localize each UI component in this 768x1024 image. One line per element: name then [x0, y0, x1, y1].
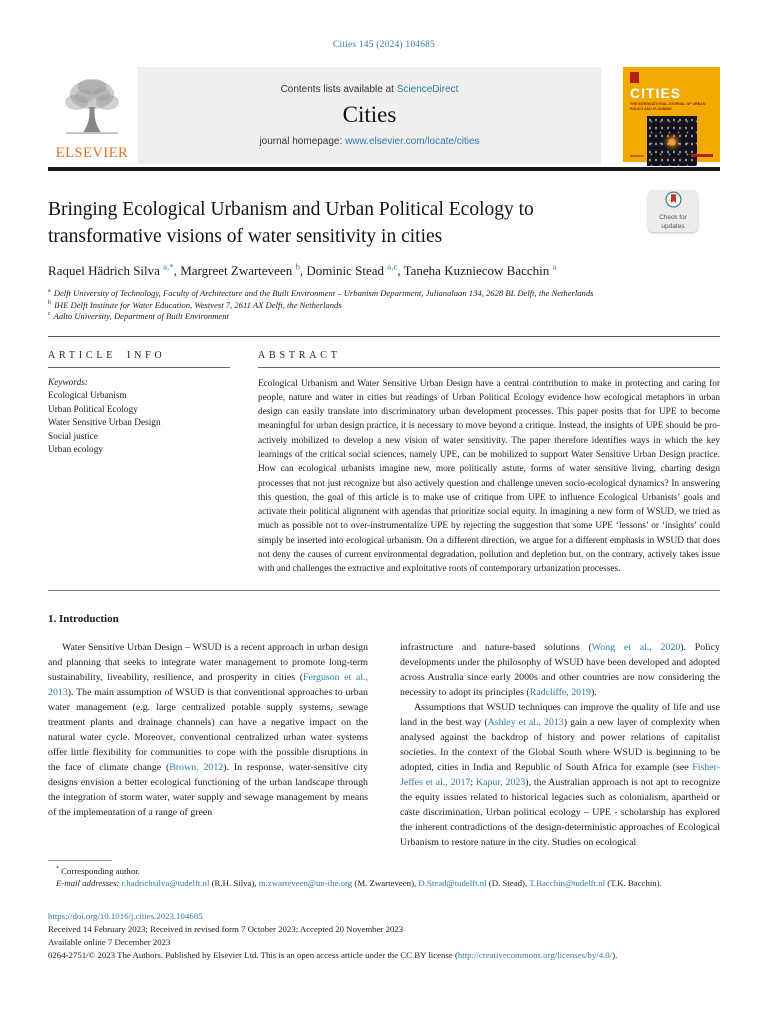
inline-link[interactable]: D.Stead@tudelft.nl: [418, 878, 487, 888]
inline-link[interactable]: T.Bacchin@tudelft.nl: [529, 878, 606, 888]
title-row: [48, 196, 720, 250]
keyword-item: Urban Political Ecology: [48, 404, 138, 415]
keywords-label: Keywords:: [48, 377, 88, 388]
elsevier-tree-icon: [63, 75, 121, 144]
text-segment: (M. Zwarteveen),: [352, 878, 419, 888]
check-updates-icon: [665, 191, 682, 213]
masthead: [48, 67, 720, 164]
contents-prefix: Contents lists available at: [280, 84, 397, 95]
text-segment: IHE Delft Institute for Water Education, Westvest 7, 2611 AX Delft, the Netherlands: [51, 299, 342, 310]
keywords-block: [48, 377, 230, 458]
cover-map-image: [647, 116, 697, 166]
journal-cover[interactable]: [623, 67, 720, 162]
text-segment: *: [56, 866, 59, 873]
cover-footer-accent2: [630, 155, 644, 157]
inline-link[interactable]: http://creativecommons.org/licenses/by/4.0/: [457, 950, 613, 960]
homepage-line: [259, 136, 479, 147]
paragraph: [400, 640, 720, 700]
copyright-line: [48, 949, 720, 961]
text-segment: Water Sensitive Urban Design – WSUD is a recent approach in urban design and planning that seeks to integrate water management to promote long-term sustainability, liveability, resilience, and prosperity in cities (: [48, 641, 368, 683]
section-rule-top: [48, 336, 720, 337]
doi-line: [48, 910, 720, 922]
masthead-divider: [48, 167, 720, 171]
affiliations: [48, 288, 720, 323]
sciencedirect-link[interactable]: ScienceDirect: [396, 84, 459, 95]
text-segment: Raquel Hädrich Silva: [48, 263, 164, 278]
text-segment: ) gain a new layer of complexity when analysed against the backdrop of history and power relations of capitalist societies. In the context of the Global South where WSUD is beginning to be adopted, cities in India and Republic of South Africa for example (see: [400, 716, 720, 773]
introduction-section: [48, 613, 720, 850]
cover-publisher-icon: [630, 72, 639, 83]
journal-ref-link[interactable]: Cities 145 (2024) 104685: [332, 40, 436, 50]
masthead-box: [138, 67, 601, 164]
cover-subtitle: THE INTERNATIONAL JOURNAL OF URBAN POLICY AND PLANNING: [630, 102, 706, 111]
elsevier-logo[interactable]: [48, 67, 136, 164]
homepage-link[interactable]: www.elsevier.com/locate/cities: [345, 136, 480, 147]
inline-link[interactable]: Brown, 2012: [169, 761, 224, 773]
authors-line: [48, 263, 720, 279]
text-segment: ,: [173, 263, 181, 278]
text-segment: infrastructure and nature-based solutions (: [400, 641, 592, 653]
text-segment: b: [48, 299, 51, 306]
intro-col-left: [48, 640, 368, 850]
text-segment: ). Policy developments under the philosophy of WSUD have been developed and adopted across Australia since early 2000s and other countries are now considering the necessity to adopt its principles (: [400, 641, 720, 698]
corresponding-author-note: [48, 865, 720, 877]
journal-title: Cities: [342, 102, 397, 127]
inline-link[interactable]: Radcliffe, 2019: [529, 686, 591, 698]
text-segment: (T.K. Bacchin).: [605, 878, 662, 888]
text-segment: c: [48, 311, 51, 318]
text-segment: Taneha Kuzniecow Bacchin: [403, 263, 553, 278]
text-segment: a: [48, 288, 51, 295]
affiliation-ref-link[interactable]: a,*: [163, 261, 174, 272]
text-segment: Corresponding author.: [58, 866, 140, 876]
text-segment: Assumptions that WSUD techniques can improve the quality of life and use land in the best way (: [400, 701, 720, 728]
doi-link[interactable]: https://doi.org/10.1016/j.cities.2023.104685: [48, 911, 203, 921]
abstract-column: [258, 350, 720, 577]
abstract-text: Ecological Urbanism and Water Sensitive Urban Design have a central contribution to make in protecting and caring for people, nature and water in cities but readings of Urban Political Ecology evidence how ecological metaphors in urban design can easily translate into discriminatory urban development processes. This paper posits that for UPE to become meaningful for urban design practice, it is necessary to move beyond a critique. Instead, the insights of UPE should be pro-actively mobilized to develop a new vision of water sensitivity. The paper therefore identifies ways in which the key learnings of the critical social sciences, namely UPE, can be mobilized to support Water Sensitive Urban Design practice. How can ecological urbanists imagine new, more politically astute, forms of water sensitive living, charting design processes that not just recognize but also actively question and challenge uneven socio-ecological dynamics? In answering this question, the goal of this article is to make use of critique from UPE to influence Ecological Urbanists’ goals and activate their political alignment with agendas that prioritize social equity. In imagining a new form of WSUD, we tried as much as possible not to over-instrumentalize UPE by rejecting the suggestion that some UPE ‘lessons’ or ‘insights’ could simply be inserted into ecological urbanism. On a different direction, we argue for a different emphasis in WSUD that does not deny the causes of current environmental degradation, pollution and depletion but, on the contrary, actively takes issue with and challenges the extractive and exploitative roots of contemporary urbanization processes.: [258, 378, 720, 575]
homepage-prefix: journal homepage:: [259, 136, 346, 147]
inline-link[interactable]: Fisher-Jeffes et al., 2017: [400, 761, 720, 788]
inline-link[interactable]: Wong et al., 2020: [591, 641, 681, 653]
footnote-rule: [48, 860, 112, 861]
paragraph: [400, 700, 720, 850]
info-abstract-section: [48, 350, 720, 577]
body-columns: [48, 640, 720, 850]
text-segment: ).: [612, 950, 618, 960]
keyword-item: Ecological Urbanism: [48, 391, 127, 401]
text-segment: ). In response, water-sensitive city designs envision a better ecological functioning of the urban landscape through the integration of storm water, water supply and sewage management by means of the implementation of a range of green: [48, 761, 368, 818]
text-segment: E-mail addresses:: [56, 878, 122, 888]
text-segment: Delft University of Technology, Faculty of Architecture and the Built Environment – Urbanism Department, Julianalaan 134, 2628 BL Delft, the Netherlands: [51, 288, 594, 298]
inline-link[interactable]: Kapur, 2023: [475, 776, 526, 788]
keyword-item: Social justice: [48, 431, 98, 442]
text-segment: Margreet Zwarteveen: [180, 263, 296, 278]
article-info-heading: ARTICLE INFO: [48, 349, 166, 361]
email-addresses-line: [48, 877, 720, 889]
affiliation-ref-link[interactable]: a: [552, 261, 557, 272]
affiliation-line: [48, 300, 720, 312]
text-segment: ).: [590, 686, 597, 698]
check-updates-label: Check for updates: [659, 214, 687, 230]
intro-col-right: [400, 640, 720, 850]
affiliation-line: [48, 288, 720, 300]
abstract-heading: ABSTRACT: [258, 349, 341, 361]
affiliation-line: [48, 311, 720, 323]
article-info-column: [48, 350, 230, 577]
text-segment: ;: [470, 776, 476, 788]
inline-link[interactable]: m.zwarteveen@un-ihe.org: [258, 878, 353, 888]
inline-link[interactable]: r.hadrichsilva@tudelft.nl: [121, 878, 210, 888]
article-title: Bringing Ecological Urbanism and Urban Political Ecology to transformative visions of water sensitivity in cities: [48, 199, 534, 247]
intro-heading: 1. Introduction: [48, 612, 119, 625]
article-info-rule: [48, 367, 230, 368]
inline-link[interactable]: Ashley et al., 2013: [487, 716, 564, 728]
text-segment: ), the Australian approach is not apt to recognize the equity issues related to historical legacies such as colonialism, apartheid or caste discrimination. Urban political ecology – UPE - scholarship has explored the inherent contradictions of the design-deterministic approaches of Ecological Urbanism to restore nature in the city. Studies on ecological: [400, 776, 720, 848]
page-footer: [48, 860, 720, 961]
elsevier-wordmark: ELSEVIER: [55, 145, 129, 161]
text-segment: ,: [397, 263, 404, 278]
section-rule-bottom: [48, 590, 720, 591]
affiliation-ref-link[interactable]: b: [295, 261, 300, 272]
check-updates-badge[interactable]: [648, 190, 698, 232]
text-segment: ,: [299, 263, 307, 278]
text-segment: 0264-2751/© 2023 The Authors. Published by Elsevier Ltd. This is an open access article under the CC BY license (: [48, 950, 458, 960]
cover-footer-accent: [691, 154, 713, 157]
text-segment: Dominic Stead: [306, 263, 388, 278]
keyword-item: Urban ecology: [48, 445, 103, 455]
inline-link[interactable]: Ferguson et al., 2013: [48, 671, 368, 698]
text-segment: Aalto University, Department of Built Environment: [51, 311, 229, 321]
paragraph: [48, 640, 368, 820]
keyword-item: Water Sensitive Urban Design: [48, 418, 161, 428]
text-segment: (R.H. Silva),: [209, 878, 259, 888]
abstract-rule: [258, 367, 720, 368]
cover-title: CITIES: [630, 85, 682, 101]
text-segment: ). The main assumption of WSUD is that conventional approaches to urban water management (e.g. large centralized potable supply systems, sewage treatment plants and drainage channels) can have a negative impact on the natural water cycle. Moreover, conventional centralized urban water systems offer little flexibility for communities to cope with the possible disruptions in the face of climate change (: [48, 686, 368, 773]
available-line: Available online 7 December 2023: [48, 937, 171, 947]
affiliation-ref-link[interactable]: a,c: [387, 261, 398, 272]
text-segment: (D. Stead),: [486, 878, 530, 888]
contents-line: [281, 84, 459, 95]
journal-ref: [48, 0, 720, 50]
received-line: Received 14 February 2023; Received in revised form 7 October 2023; Accepted 20 November 2023: [48, 924, 404, 934]
